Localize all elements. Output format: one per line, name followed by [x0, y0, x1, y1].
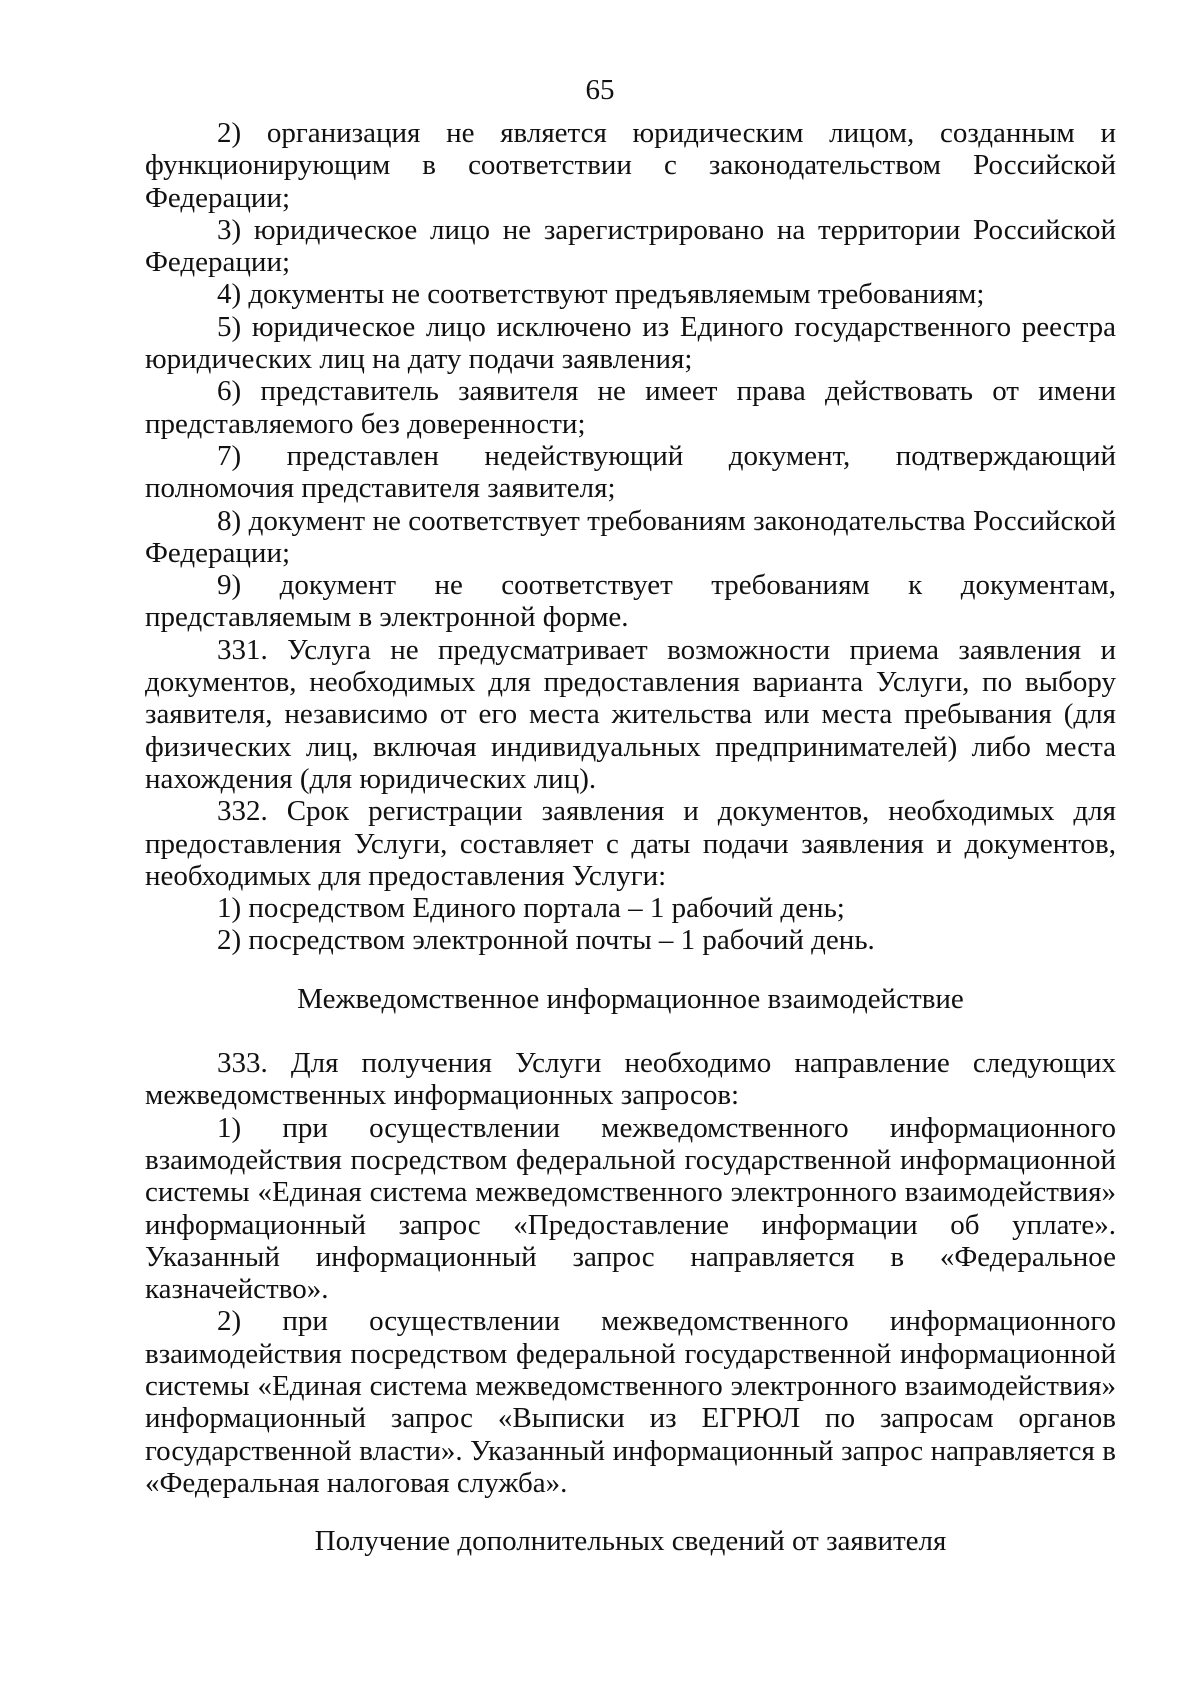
- clause-333: 333. Для получения Услуги необходимо направление следующих межведомственных информационных запросов:: [145, 1047, 1116, 1112]
- list-item-tax-service-request: 2) при осуществлении межведомственного информационного взаимодействия посредством федеральной государственной информационной системы «Единая система межведомственного электронного взаимодействия» информационный запрос «Выписки из ЕГРЮЛ по запросам органов государственной власти». Указанный информационный запрос направляется в «Федеральная налоговая служба».: [145, 1305, 1116, 1499]
- document-body: [145, 117, 1116, 1557]
- list-item-document-noncompliant-law: 8) документ не соответствует требованиям законодательства Российской Федерации;: [145, 504, 1116, 569]
- clause-331: 331. Услуга не предусматривает возможности приема заявления и документов, необходимых для предоставления варианта Услуги, по выбору заявителя, независимо от его места жительства или места пребывания (для физических лиц, включая индивидуальных предпринимателей) либо места нахождения (для юридических лиц).: [145, 633, 1116, 795]
- page-number: 65: [585, 74, 615, 106]
- list-item-excluded-from-register: 5) юридическое лицо исключено из Единого государственного реестра юридических лиц на дату подачи заявления;: [145, 310, 1116, 376]
- list-item-representative-no-rights: 6) представитель заявителя не имеет права действовать от имени представляемого без доверенности;: [145, 375, 1116, 440]
- list-item-treasury-request: 1) при осуществлении межведомственного информационного взаимодействия посредством федеральной государственной информационной системы «Единая система межведомственного электронного взаимодействия» информационный запрос «Предоставление информации об уплате». Указанный информационный запрос направляется в «Федеральное казначейство».: [145, 1111, 1116, 1306]
- list-item-documents-mismatch: 4) документы не соответствуют предъявляемым требованиям;: [217, 278, 985, 311]
- list-item-email: 2) посредством электронной почты – 1 рабочий день.: [217, 924, 875, 957]
- clause-332: 332. Срок регистрации заявления и документов, необходимых для предоставления Услуги, составляет с даты подачи заявления и документов, необходимых для предоставления Услуги:: [145, 795, 1116, 892]
- section-heading-additional-info: Получение дополнительных сведений от заявителя: [314, 1525, 947, 1558]
- list-item-not-registered: 3) юридическое лицо не зарегистрировано на территории Российской Федерации;: [145, 213, 1116, 279]
- section-heading-interagency: Межведомственное информационное взаимодействие: [297, 982, 964, 1015]
- list-item-invalid-authority-document: 7) представлен недействующий документ, подтверждающий полномочия представителя заявителя;: [145, 439, 1116, 505]
- list-item-organization-not-legal-entity: 2) организация не является юридическим лицом, созданным и функционирующим в соответствии с законодательством Российской Федерации;: [145, 117, 1116, 214]
- list-item-unified-portal: 1) посредством Единого портала – 1 рабочий день;: [217, 892, 845, 925]
- list-item-electronic-form-noncompliant: 9) документ не соответствует требованиям к документам, представляемым в электронной форме.: [145, 569, 1116, 634]
